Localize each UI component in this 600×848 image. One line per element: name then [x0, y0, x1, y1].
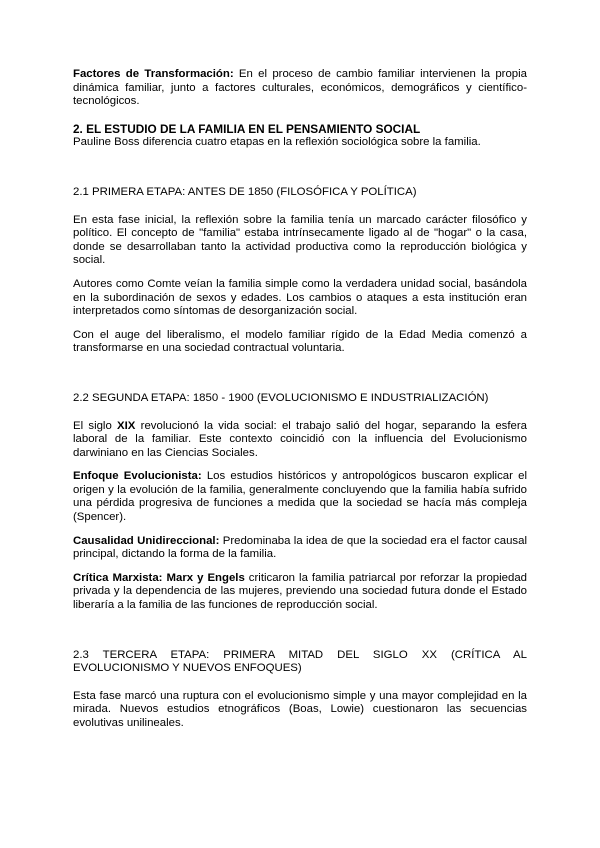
stage-2-p2-label: Enfoque Evolucionista:	[73, 470, 202, 483]
stage-2-p1-before: El siglo	[73, 419, 118, 432]
stage-1-paragraph-2: Autores como Comte veían la familia simple como la verdadera unidad social, basándola en la subordinación de sexos y edades. Los cambios o ataques a esta institución eran interpretados como síntomas de desorganización social.	[73, 277, 527, 318]
section-2-heading: 2. EL ESTUDIO DE LA FAMILIA EN EL PENSAMIENTO SOCIAL	[73, 121, 421, 136]
stage-2-p1-bold: XIX	[117, 419, 136, 432]
stage-2-p3-label: Causalidad Unidireccional:	[73, 534, 220, 547]
stage-2-p2-text: Los estudios históricos y antropológicos buscaron explicar el origen y la evolución de la familia, generalmente concluyendo que la familia había sufrido una pérdida progresiva de funciones a medida que la sociedad se hacía más compleja (Spencer).	[73, 470, 527, 524]
intro-text: En el proceso de cambio familiar intervienen la propia dinámica familiar, junto a factores culturales, económicos, demográficos y científico-tecnológicos.	[73, 68, 527, 108]
intro-label: Factores de Transformación:	[73, 68, 234, 80]
stage-1-paragraph-3: Con el auge del liberalismo, el modelo familiar rígido de la Edad Media comenzó a transformarse en una sociedad contractual voluntaria.	[73, 328, 527, 355]
stage-2-paragraph-2	[73, 470, 527, 524]
stage-2-p4-label: Crítica Marxista: Marx y Engels	[73, 571, 245, 584]
stage-2-p4-text: criticaron la familia patriarcal por reforzar la propiedad privada y la dependencia de las mujeres, previendo una sociedad futura donde el Estado liberaría a la familia de las funciones de reproducción social.	[73, 571, 527, 612]
stage-2-paragraph-3	[73, 535, 527, 562]
stage-2-heading: 2.2 SEGUNDA ETAPA: 1850 - 1900 (EVOLUCIONISMO E INDUSTRIALIZACIÓN)	[73, 391, 489, 404]
stage-1-heading: 2.1 PRIMERA ETAPA: ANTES DE 1850 (FILOSÓFICA Y POLÍTICA)	[73, 185, 417, 198]
stage-2-p1-after: revolucionó la vida social: el trabajo salió del hogar, separando la esfera laboral de la familiar. Este contexto coincidió con la influencia del Evolucionismo darwiniano en las Ciencias Sociales.	[73, 419, 527, 459]
stage-1-paragraph-1: En esta fase inicial, la reflexión sobre la familia tenía un marcado carácter filosófico y político. El concepto de "familia" estaba intrínsecamente ligado al de "hogar" o la casa, donde se desarrollaban tanto la actividad productiva como la reproducción biológica y social.	[73, 213, 527, 267]
section-2-text: Pauline Boss diferencia cuatro etapas en la reflexión sociológica sobre la familia.	[73, 136, 481, 149]
stage-2-paragraph-1	[73, 420, 527, 461]
stage-3-heading: 2.3 TERCERA ETAPA: PRIMERA MITAD DEL SIGLO XX (CRÍTICA AL EVOLUCIONISMO Y NUEVOS ENFOQUES)	[73, 648, 527, 675]
stage-3-paragraph-1: Esta fase marcó una ruptura con el evolucionismo simple y una mayor complejidad en la mirada. Nuevos estudios etnográficos (Boas, Lowie) cuestionaron las secuencias evolutivas unilineales.	[73, 689, 527, 729]
stage-2-paragraph-4	[73, 572, 527, 613]
document-page	[73, 68, 527, 731]
intro-paragraph	[73, 68, 527, 109]
stage-2-p3-text: Predominaba la idea de que la sociedad era el factor causal principal, dictando la forma de la familia.	[73, 534, 527, 561]
